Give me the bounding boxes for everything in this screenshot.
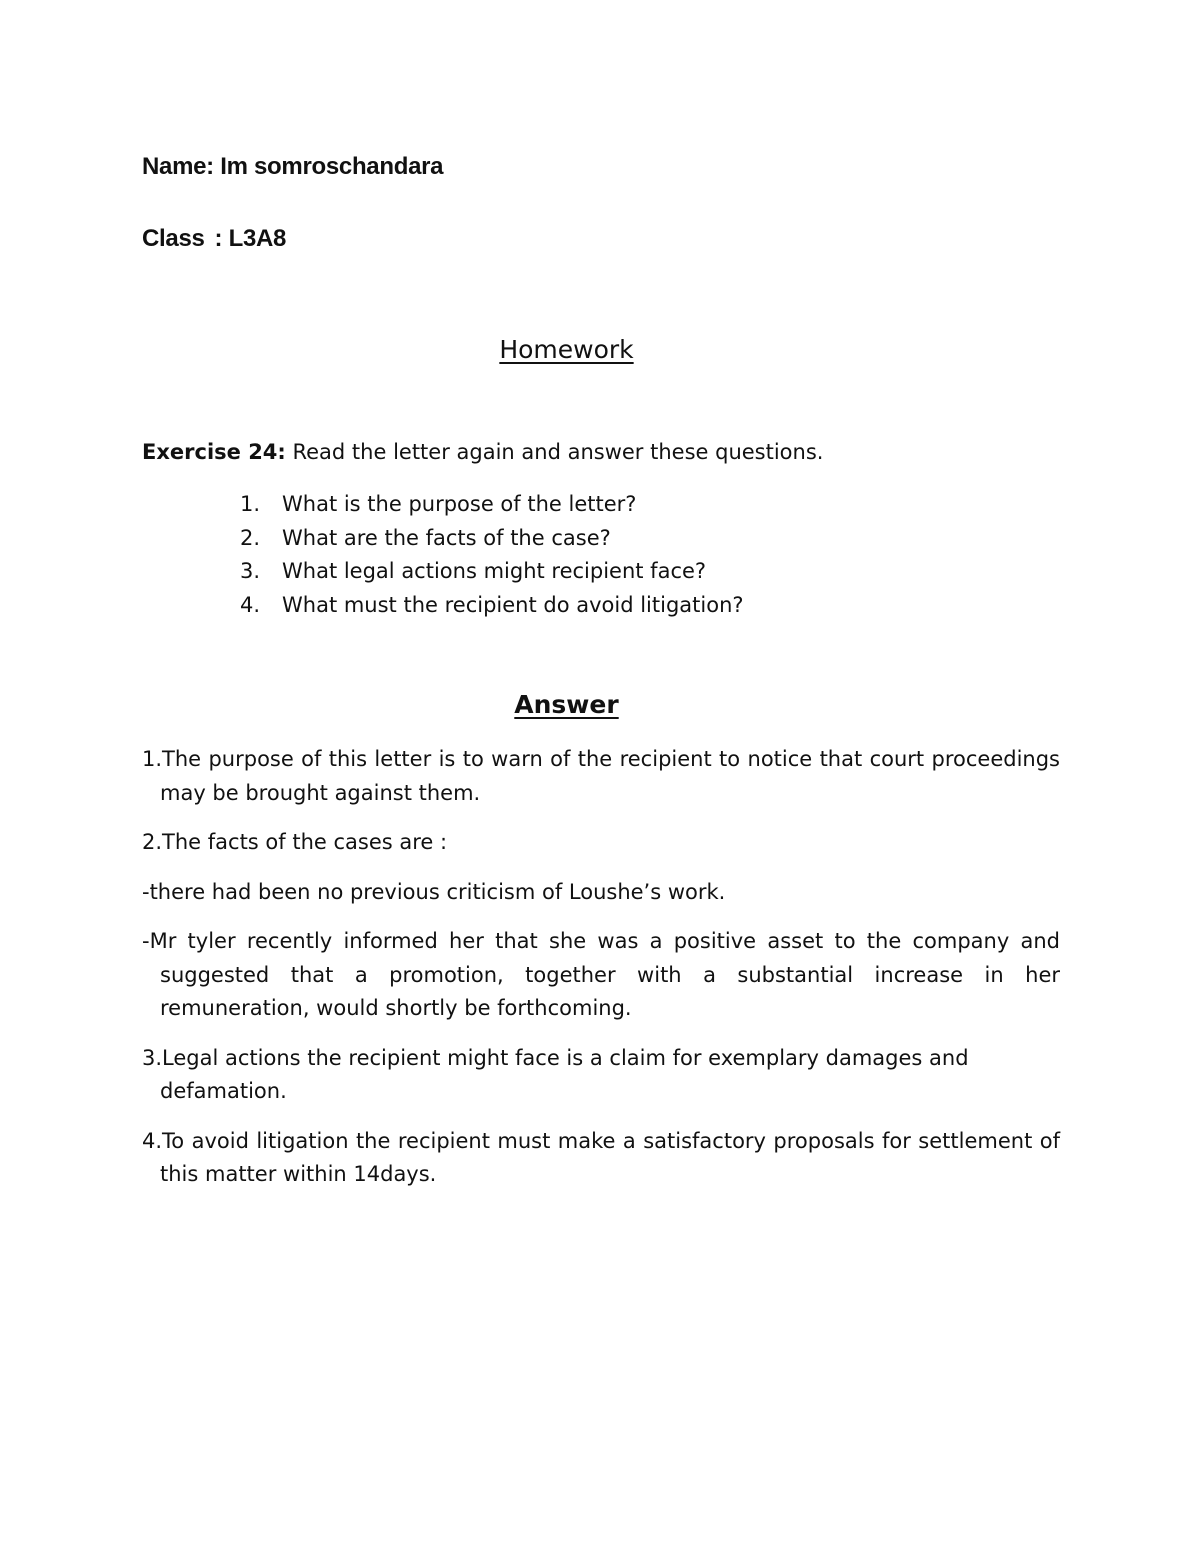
answer-heading: Answer [514,690,619,719]
question-list [240,488,744,622]
question-text: What legal actions might recipient face? [282,559,707,583]
question-text: What are the facts of the case? [282,525,611,550]
answer-paragraph: 1.The purpose of this letter is to warn of the recipient to notice that court proceedings may be brought against them. [142,747,1060,805]
question-number: 1. [240,492,261,516]
exercise-text: Read the letter again and answer these questions. [285,440,824,464]
answer-section [142,743,1060,1208]
question-number: 2. [240,525,261,550]
answer-paragraph: 4.To avoid litigation the recipient must make a satisfactory proposals for settlement of this matter within 14days. [142,1128,1060,1186]
homework-heading: Homework [499,335,634,364]
question-text: What must the recipient do avoid litigation? [282,592,744,617]
question-item [240,522,744,556]
question-number: 4. [240,592,261,617]
answer-paragraph: -there had been no previous criticism of Loushe’s work. [142,879,726,904]
exercise-instruction [142,440,823,464]
class-label: Class [142,225,205,252]
question-text: What is the purpose of the letter? [282,492,637,516]
class-value: : L3A8 [214,225,287,252]
exercise-label: Exercise 24: [142,440,286,464]
student-class [142,225,286,253]
question-item [240,589,744,623]
answer-paragraph: 2.The facts of the cases are : [142,830,448,854]
student-name: Name: Im somroschandara [142,153,444,180]
question-number: 3. [240,559,261,583]
question-item [240,555,744,589]
answer-paragraph: 3.Legal actions the recipient might face is a claim for exemplary damages and defamation. [142,1045,969,1103]
question-item [240,488,744,522]
answer-paragraph: -Mr tyler recently informed her that she was a positive asset to the company and suggested that a promotion, together with a substantial increase in her remuneration, would shortly be forthcoming. [142,929,1060,1020]
